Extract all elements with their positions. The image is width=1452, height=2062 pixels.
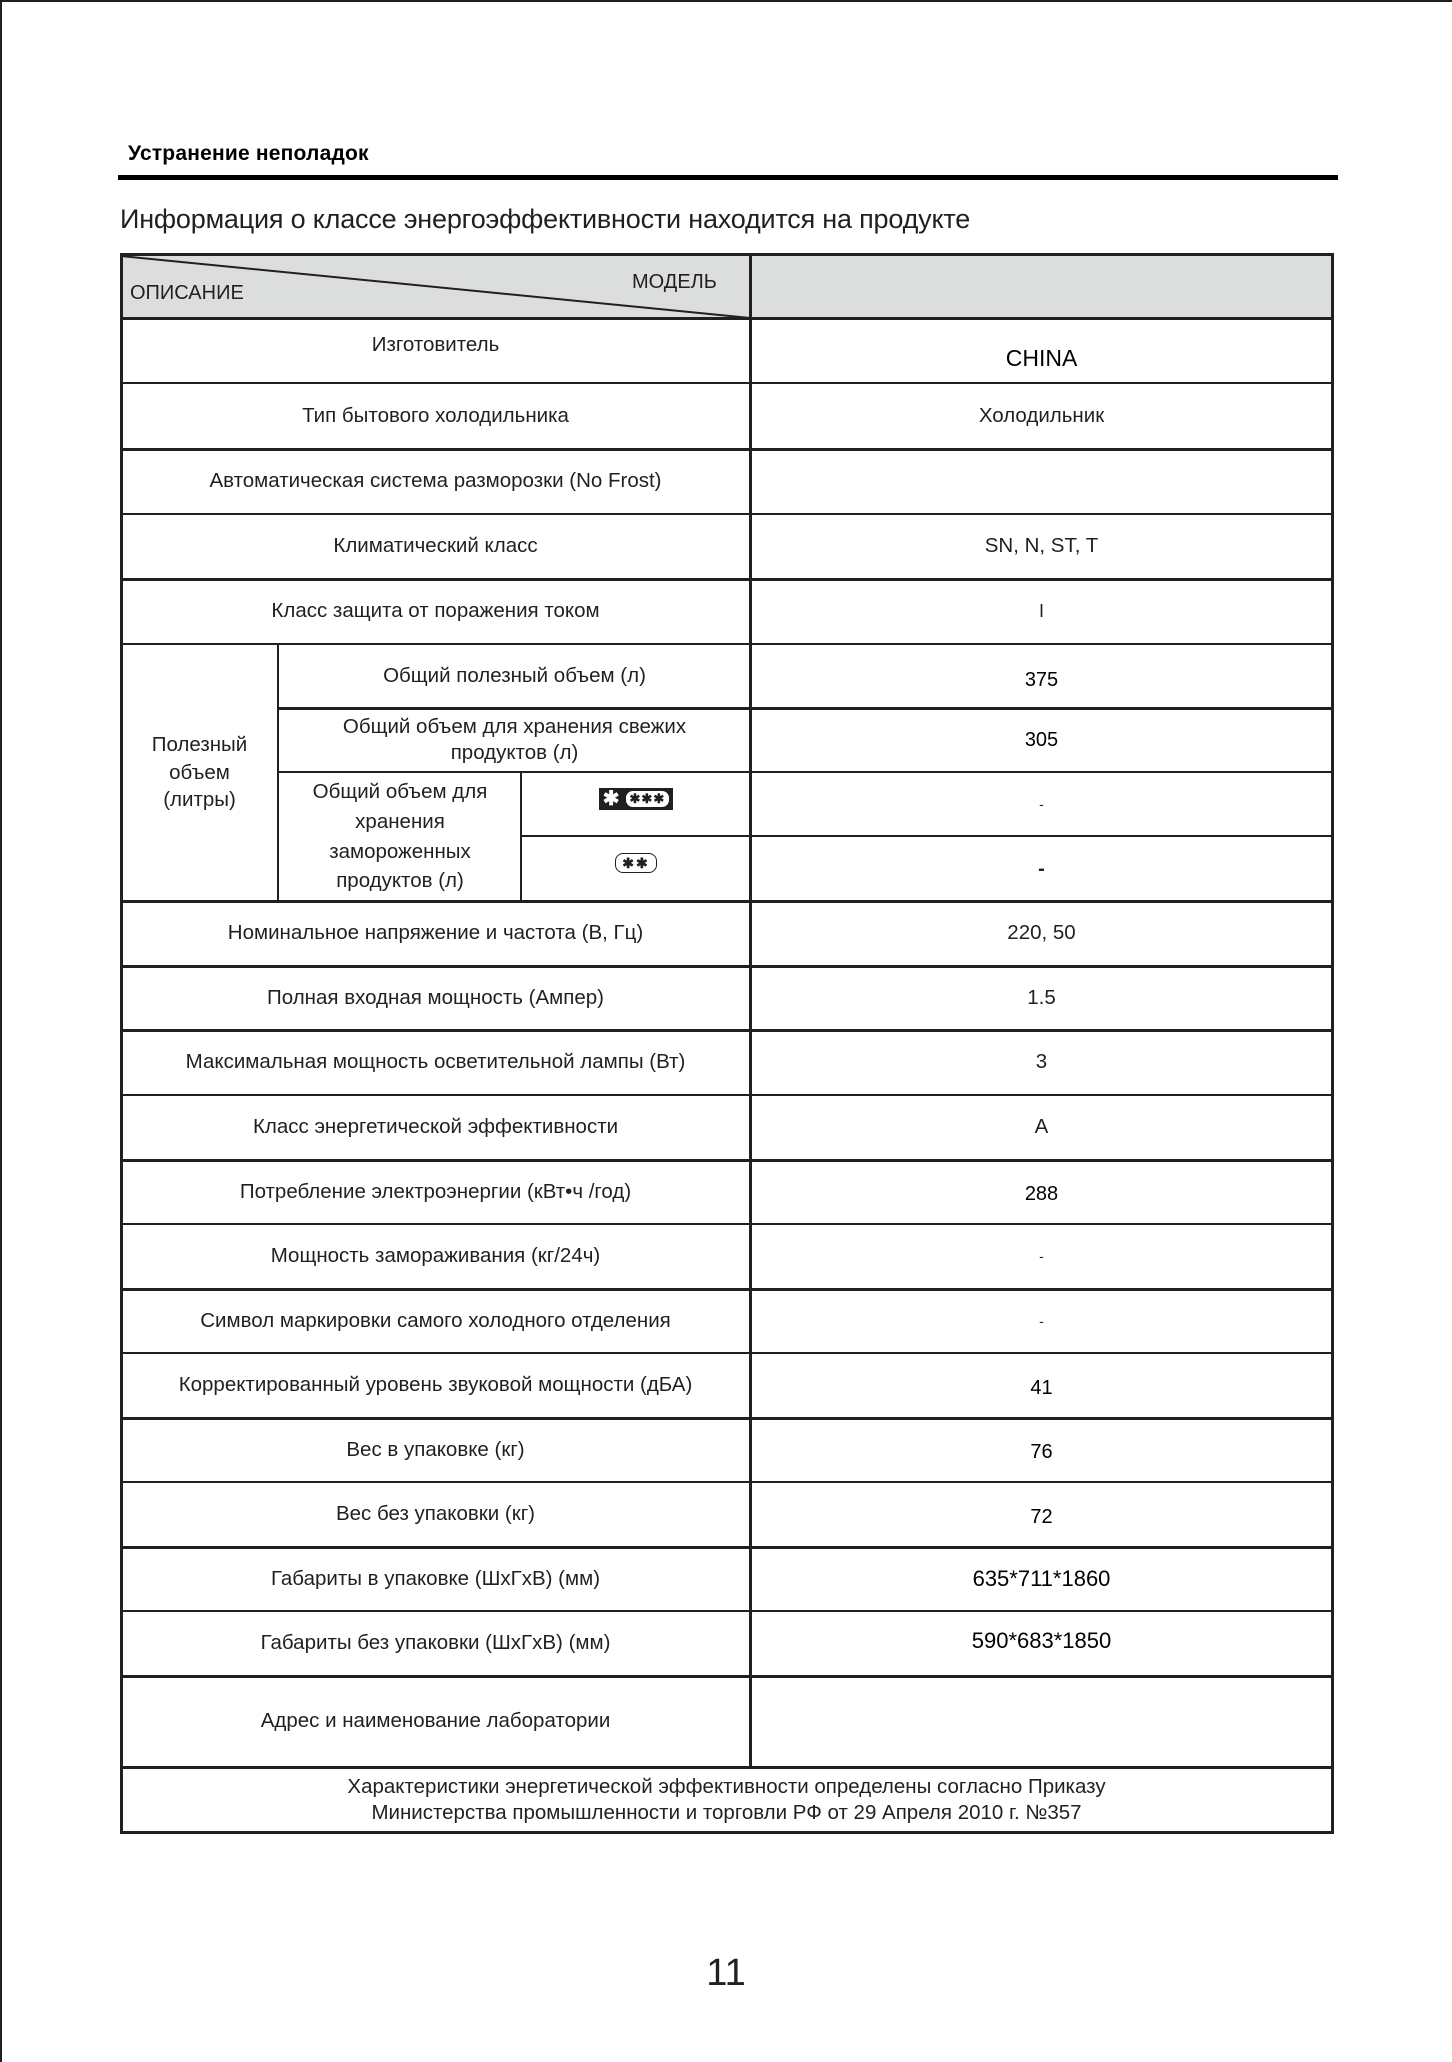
table-border-right [1331,254,1334,1834]
row-label: Максимальная мощность осветительной лампы (Вт) [185,1050,686,1074]
row-border [120,1481,1334,1483]
row-label: Символ маркировки самого холодного отделения [200,1308,671,1332]
volume-frozen-label: Общий объем для хранения замороженных продуктов (л) [312,780,488,893]
volume-four-star-value: - [1039,795,1044,812]
row-label: Вес без упаковки (кг) [335,1502,536,1526]
header-model-value [751,255,1332,318]
two-star-icon-cell [522,836,750,901]
volume-two-star-value: - [1038,857,1045,880]
row-border [277,771,1334,773]
row-border [120,1029,1334,1032]
table-border-left [120,254,123,1834]
page-border-left [0,0,2,2062]
column-divider [749,254,752,1768]
row-border [120,448,1334,451]
volume-group-label: Полезный объем (литры) [151,732,248,812]
row-border [120,513,1334,515]
row-value: 3 [1035,1050,1048,1074]
row-border [120,578,1334,581]
four-star-icon-cell [522,772,750,836]
row-value: 288 [1024,1183,1059,1205]
two-star-freezer-icon: ✱✱ [615,853,656,873]
row-value [751,449,1332,514]
footer-note: Характеристики энергетической эффективности определены согласно Приказу Министерства промышленности и торговли РФ от 29 Апреля 2010 г. №357 [347,1775,1106,1824]
table-border-bottom [120,1831,1334,1834]
section-heading: Устранение неполадок [128,142,369,165]
row-label: Вес в упаковке (кг) [346,1437,525,1461]
row-value: I [1038,600,1044,621]
row-label: Габариты в упаковке (ШxГxВ) (мм) [270,1566,601,1590]
row-border [120,382,1334,384]
page-number: 11 [706,1952,746,1994]
volume-total-label: Общий полезный объем (л) [383,663,646,687]
row-value: - [1039,1312,1044,1329]
row-value: 76 [1030,1441,1053,1463]
header-description-label: ОПИСАНИЕ [130,282,244,304]
volume-fresh-label: Общий объем для хранения свежих продуктов (л) [342,715,687,764]
row-label: Изготовитель [371,332,500,356]
row-value: 72 [1030,1505,1053,1528]
row-border [120,1675,1334,1678]
row-label: Класс энергетической эффективности [252,1115,619,1139]
page-border-top [0,0,1452,2]
row-label: Потребление электроэнергии (кВт•ч /год) [239,1179,632,1203]
row-value: CHINA [1005,345,1078,372]
row-border [120,643,1334,645]
row-border [120,1094,1334,1096]
row-border [120,900,1334,903]
big-star-glyph: ✱ [602,788,620,810]
small-stars-glyph: ✱✱✱ [626,791,670,807]
row-border [120,1352,1334,1354]
volume-total-value: 375 [1024,669,1059,691]
row-value: 220, 50 [1007,921,1076,945]
row-value: SN, N, ST, T [984,534,1099,558]
row-border [120,1766,1334,1769]
row-label: Корректированный уровень звуковой мощности (дБА) [178,1373,693,1397]
row-value: 1.5 [1027,985,1056,1009]
row-border [120,1610,1334,1612]
page-subtitle: Информация о классе энергоэффективности находится на продукте [120,204,971,234]
row-value: - [1039,1248,1044,1265]
row-label: Автоматическая система разморозки (No Frost) [209,469,662,493]
row-label: Полная входная мощность (Ампер) [267,985,604,1009]
row-border [120,965,1334,968]
row-border [120,1546,1334,1549]
row-border [120,317,1334,320]
row-label: Мощность замораживания (кг/24ч) [270,1244,601,1268]
row-label: Габариты без упаковки (ШxГxВ) (мм) [260,1631,611,1655]
row-label: Номинальное напряжение и частота (В, Гц) [227,921,644,945]
row-label: Класс защита от поражения током [271,599,600,623]
row-value: A [1034,1115,1049,1139]
row-border [120,1159,1334,1162]
row-border [120,1288,1334,1291]
row-border [120,1223,1334,1225]
row-value: 635*711*1860 [972,1565,1111,1591]
row-value: 41 [1030,1376,1053,1399]
row-border [277,707,1334,710]
row-label: Тип бытового холодильника [302,403,569,427]
row-value: 590*683*1850 [971,1627,1112,1653]
row-border [520,835,1334,837]
row-value [751,1676,1332,1767]
row-value: Холодильник [978,403,1105,427]
row-label: Адрес и наименование лаборатории [260,1709,611,1733]
row-border [120,253,1334,256]
heading-rule [118,175,1338,180]
header-model-label: МОДЕЛЬ [632,271,717,293]
row-border [120,1417,1334,1420]
volume-fresh-value: 305 [1024,729,1059,751]
four-star-freezer-icon [599,788,673,810]
row-label: Климатический класс [333,534,538,558]
